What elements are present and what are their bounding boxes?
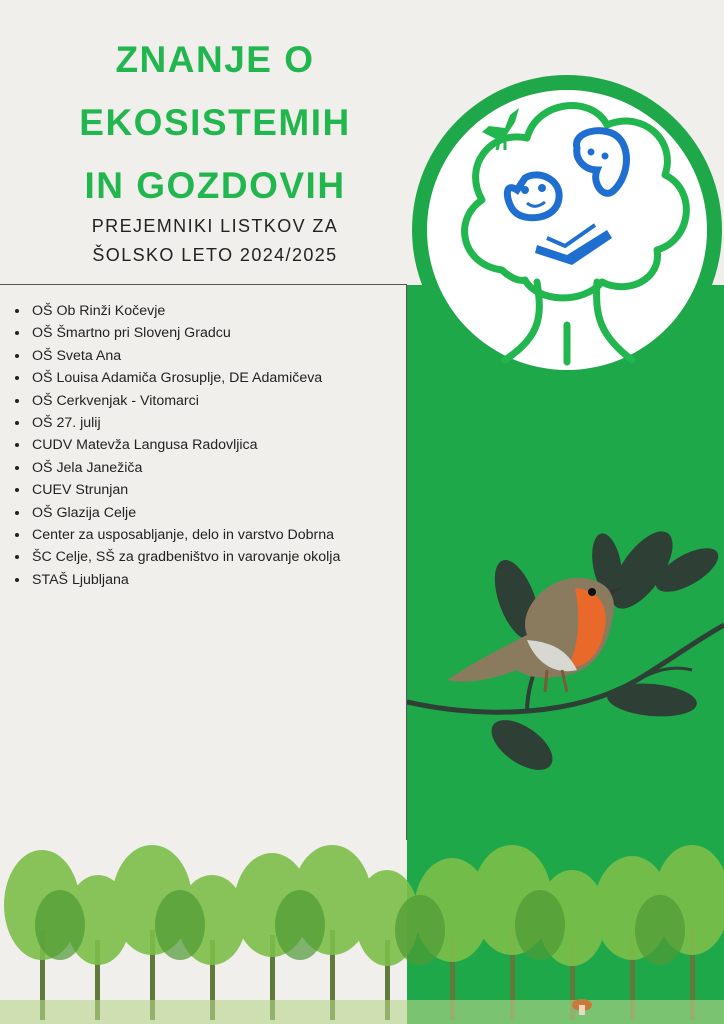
list-item: • OŠ Ob Rinži Kočevje: [30, 300, 415, 322]
list-item: • ŠC Celje, SŠ za gradbeništvo in varovanje okolja: [30, 546, 415, 568]
list-item: • CUEV Strunjan: [30, 479, 415, 501]
list-item: • OŠ Jela Janežiča: [30, 457, 415, 479]
list-item: • Center za usposabljanje, delo in varstvo Dobrna: [30, 524, 415, 546]
title-line: ZNANJE O: [115, 39, 315, 80]
list-item: • STAŠ Ljubljana: [30, 569, 415, 591]
forest-trees-icon: [0, 840, 724, 1024]
page-title: [30, 28, 400, 217]
divider-horizontal: [0, 284, 407, 285]
list-item: • OŠ Louisa Adamiča Grosuplje, DE Adamičeva: [30, 367, 415, 389]
subtitle-line: PREJEMNIKI LISTKOV ZA: [91, 216, 339, 236]
list-item: • OŠ Cerkvenjak - Vitomarci: [30, 390, 415, 412]
title-line: EKOSISTEMIH: [79, 102, 351, 143]
list-item: • OŠ Glazija Celje: [30, 502, 415, 524]
recipients-list: [10, 300, 415, 591]
list-item: • CUDV Matevža Langusa Radovljica: [30, 434, 415, 456]
tree-logo-icon: [407, 70, 724, 400]
list-item: • OŠ Sveta Ana: [30, 345, 415, 367]
list-item: • OŠ 27. julij: [30, 412, 415, 434]
robin-bird-icon: [407, 530, 724, 780]
page-subtitle: [40, 212, 390, 270]
subtitle-line: ŠOLSKO LETO 2024/2025: [92, 245, 338, 265]
list-item: • OŠ Šmartno pri Slovenj Gradcu: [30, 322, 415, 344]
title-line: IN GOZDOVIH: [84, 165, 346, 206]
